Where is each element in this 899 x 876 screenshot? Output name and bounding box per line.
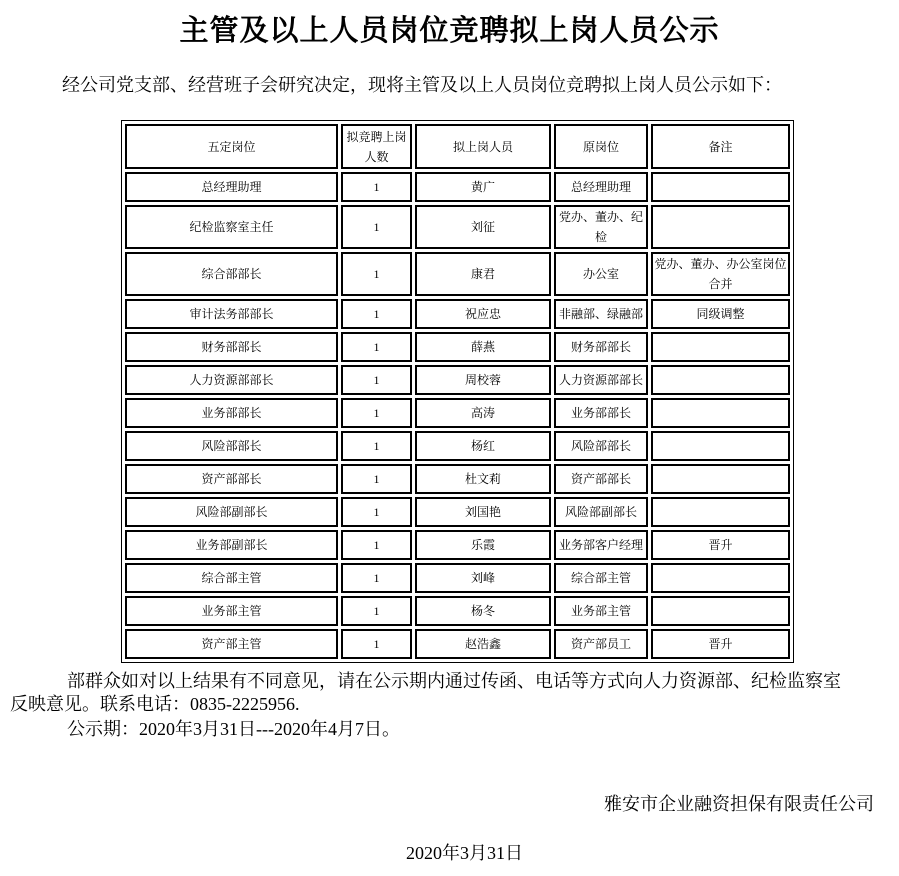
table-cell: 1 <box>341 629 412 659</box>
notice-text-line1: 部群众如对以上结果有不同意见，请在公示期内通过传函、电话等方式向人力资源部、纪检监察室 <box>67 671 841 691</box>
table-cell: 刘国艳 <box>415 497 551 527</box>
personnel-table-body <box>125 172 790 659</box>
table-cell: 财务部部长 <box>125 332 338 362</box>
table-cell: 财务部部长 <box>554 332 648 362</box>
table-cell: 晋升 <box>651 530 790 560</box>
table-cell <box>651 205 790 249</box>
table-cell: 办公室 <box>554 252 648 296</box>
table-cell: 1 <box>341 172 412 202</box>
table-cell: 业务部部长 <box>125 398 338 428</box>
table-cell: 风险部副部长 <box>125 497 338 527</box>
table-cell: 1 <box>341 205 412 249</box>
table-cell: 刘征 <box>415 205 551 249</box>
table-cell: 综合部主管 <box>125 563 338 593</box>
table-cell: 风险部副部长 <box>554 497 648 527</box>
table-cell <box>651 464 790 494</box>
table-cell: 业务部部长 <box>554 398 648 428</box>
table-cell: 综合部主管 <box>554 563 648 593</box>
table-cell: 资产部主管 <box>125 629 338 659</box>
table-row <box>125 332 790 362</box>
table-cell: 党办、董办、纪检 <box>554 205 648 249</box>
table-cell: 1 <box>341 365 412 395</box>
table-cell: 1 <box>341 332 412 362</box>
publicity-period: 公示期：2020年3月31日---2020年4月7日。 <box>67 719 400 739</box>
table-cell <box>651 431 790 461</box>
table-cell: 1 <box>341 530 412 560</box>
document-date: 2020年3月31日 <box>406 843 523 863</box>
table-cell <box>651 497 790 527</box>
table-row <box>125 299 790 329</box>
table-cell: 祝应忠 <box>415 299 551 329</box>
table-row <box>125 172 790 202</box>
table-row <box>125 398 790 428</box>
table-cell <box>651 332 790 362</box>
table-cell: 1 <box>341 299 412 329</box>
table-cell: 总经理助理 <box>125 172 338 202</box>
table-cell: 党办、董办、办公室岗位合并 <box>651 252 790 296</box>
column-header: 五定岗位 <box>125 124 338 169</box>
table-row <box>125 629 790 659</box>
notice-text-line2: 反映意见。联系电话：0835-2225956. <box>10 694 300 714</box>
table-cell: 乐霞 <box>415 530 551 560</box>
table-cell: 杨冬 <box>415 596 551 626</box>
page-title: 主管及以上人员岗位竞聘拟上岗人员公示 <box>179 15 720 47</box>
table-cell: 周校蓉 <box>415 365 551 395</box>
table-cell: 1 <box>341 431 412 461</box>
table-cell: 纪检监察室主任 <box>125 205 338 249</box>
table-cell: 人力资源部部长 <box>554 365 648 395</box>
table-cell: 业务部主管 <box>125 596 338 626</box>
table-cell: 杨红 <box>415 431 551 461</box>
table-cell: 晋升 <box>651 629 790 659</box>
table-row <box>125 563 790 593</box>
table-cell: 总经理助理 <box>554 172 648 202</box>
table-row <box>125 431 790 461</box>
table-cell: 1 <box>341 596 412 626</box>
table-row <box>125 530 790 560</box>
table-cell: 1 <box>341 497 412 527</box>
table-row <box>125 596 790 626</box>
table-row <box>125 497 790 527</box>
table-cell: 刘峰 <box>415 563 551 593</box>
table-cell: 资产部部长 <box>125 464 338 494</box>
table-row <box>125 365 790 395</box>
table-cell: 人力资源部部长 <box>125 365 338 395</box>
table-cell: 1 <box>341 563 412 593</box>
table-cell <box>651 172 790 202</box>
table-row <box>125 252 790 296</box>
table-cell <box>651 563 790 593</box>
personnel-table <box>121 120 794 663</box>
column-header: 拟竞聘上岗人数 <box>341 124 412 169</box>
table-cell <box>651 365 790 395</box>
table-cell: 综合部部长 <box>125 252 338 296</box>
table-cell: 1 <box>341 464 412 494</box>
table-cell <box>651 596 790 626</box>
table-cell: 资产部部长 <box>554 464 648 494</box>
table-cell: 非融部、绿融部 <box>554 299 648 329</box>
table-cell: 风险部部长 <box>554 431 648 461</box>
column-header: 拟上岗人员 <box>415 124 551 169</box>
table-cell: 黄广 <box>415 172 551 202</box>
company-signature: 雅安市企业融资担保有限责任公司 <box>604 794 874 814</box>
table-row <box>125 205 790 249</box>
table-cell: 资产部员工 <box>554 629 648 659</box>
table-cell: 风险部部长 <box>125 431 338 461</box>
table-cell: 赵浩鑫 <box>415 629 551 659</box>
table-cell: 业务部副部长 <box>125 530 338 560</box>
table-cell: 杜文莉 <box>415 464 551 494</box>
table-cell <box>651 398 790 428</box>
table-row <box>125 464 790 494</box>
table-cell: 康君 <box>415 252 551 296</box>
intro-paragraph: 经公司党支部、经营班子会研究决定，现将主管及以上人员岗位竞聘拟上岗人员公示如下： <box>62 75 782 95</box>
table-cell: 业务部主管 <box>554 596 648 626</box>
table-cell: 1 <box>341 398 412 428</box>
column-header: 备注 <box>651 124 790 169</box>
table-cell: 薛燕 <box>415 332 551 362</box>
column-header: 原岗位 <box>554 124 648 169</box>
table-cell: 同级调整 <box>651 299 790 329</box>
table-cell: 高涛 <box>415 398 551 428</box>
table-cell: 审计法务部部长 <box>125 299 338 329</box>
table-header-row <box>125 124 790 169</box>
table-cell: 1 <box>341 252 412 296</box>
table-cell: 业务部客户经理 <box>554 530 648 560</box>
